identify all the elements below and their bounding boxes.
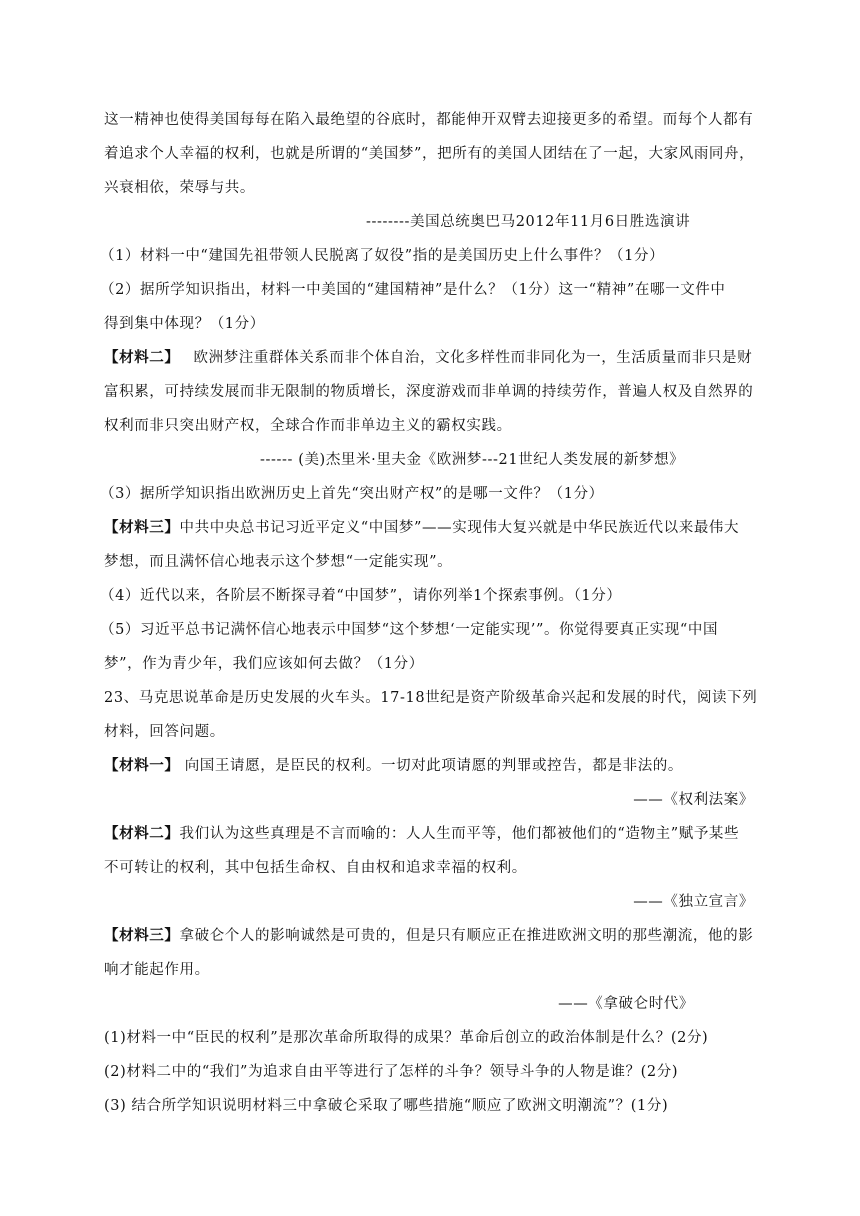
text-line: 兴衰相依，荣辱与共。 [104, 180, 255, 196]
material-paragraph [104, 926, 764, 946]
question-line: (2)材料二中的“我们”为追求自由平等进行了怎样的斗争？领导斗争的人物是谁？(2分) [104, 1064, 679, 1080]
question-line: （2）据所学知识指出，材料一中美国的“建国精神”是什么？（1分）这一“精神”在哪一文件中 [100, 282, 726, 298]
material-tag: 【材料三】 [104, 520, 180, 536]
material-paragraph [104, 518, 764, 538]
text-line: 权利而非只突出财产权，全球合作而非单边主义的霸权实践。 [104, 418, 512, 434]
source-line: ------ (美)杰里米·里夫金《欧洲梦---21世纪人类发展的新梦想》 [260, 452, 685, 468]
question-line: (1)材料一中“臣民的权利”是那次革命所取得的成果？革命后创立的政治体制是什么？(2分) [104, 1030, 709, 1046]
material-paragraph [104, 756, 764, 776]
question-line: 23、马克思说革命是历史发展的火车头。17-18世纪是资产阶级革命兴起和发展的时代，阅读下列 [104, 690, 758, 706]
question-line: 得到集中体现？（1分） [104, 316, 265, 332]
material-tag: 【材料二】 [104, 350, 180, 366]
text-line: 富积累，可持续发展而非无限制的物质增长，深度游戏而非单调的持续劳作，普遍人权及自然界的 [104, 384, 754, 400]
source-line: ——《权利法案》 [633, 792, 754, 808]
source-line: --------美国总统奥巴马2012年11月6日胜选演讲 [366, 214, 691, 230]
text-span: 拿破仑个人的影响诚然是可贵的，但是只有顺应正在推进欧洲文明的那些潮流，他的影 [179, 928, 754, 944]
text-span: 向国王请愿，是臣民的权利。一切对此项请愿的判罪或控告，都是非法的。 [179, 758, 684, 774]
question-line: 梦”，作为青少年，我们应该如何去做？（1分） [104, 656, 424, 672]
text-line: 着追求个人幸福的权利，也就是所谓的“美国梦”，把所有的美国人团结在了一起，大家风雨同舟， [104, 146, 755, 162]
question-line: 材料，回答问题。 [104, 724, 225, 740]
material-paragraph [104, 824, 764, 844]
text-line: 响才能起作用。 [104, 962, 210, 978]
source-line: ——《独立宣言》 [633, 894, 754, 910]
material-tag: 【材料二】 [104, 826, 180, 842]
question-line: （3）据所学知识指出欧洲历史上首先“突出财产权”的是哪一文件？（1分） [100, 486, 604, 502]
material-paragraph [104, 348, 764, 368]
question-line: （1）材料一中“建国先祖带领人民脱离了奴役”指的是美国历史上什么事件？（1分） [100, 248, 665, 264]
text-line: 不可转让的权利，其中包括生命权、自由权和追求幸福的权利。 [104, 860, 527, 876]
source-line: ——《拿破仑时代》 [558, 996, 694, 1012]
text-span: 中共中央总书记习近平定义“中国梦”——实现伟大复兴就是中华民族近代以来最伟大 [179, 520, 740, 536]
text-line: 梦想，而且满怀信心地表示这个梦想“一定能实现”。 [104, 554, 453, 570]
text-span: 我们认为这些真理是不言而喻的：人人生而平等，他们都被他们的“造物主”赋予某些 [179, 826, 740, 842]
text-span: 欧洲梦注重群体关系而非个体自治，文化多样性而非同化为一，生活质量而非只是财 [193, 350, 753, 366]
question-line: (3) 结合所学知识说明材料三中拿破仑采取了哪些措施“顺应了欧洲文明潮流”？(1分) [104, 1098, 669, 1114]
question-line: （4）近代以来，各阶层不断探寻着“中国梦”，请你列举1个探索事例。（1分） [100, 588, 622, 604]
question-line: （5）习近平总书记满怀信心地表示中国梦“这个梦想‘一定能实现’”。你觉得要真正实现“中国 [100, 622, 719, 638]
material-tag: 【材料一】 [104, 758, 180, 774]
text-line: 这一精神也使得美国每每在陷入最绝望的谷底时，都能伸开双臂去迎接更多的希望。而每个人都有 [104, 112, 754, 128]
material-tag: 【材料三】 [104, 928, 180, 944]
